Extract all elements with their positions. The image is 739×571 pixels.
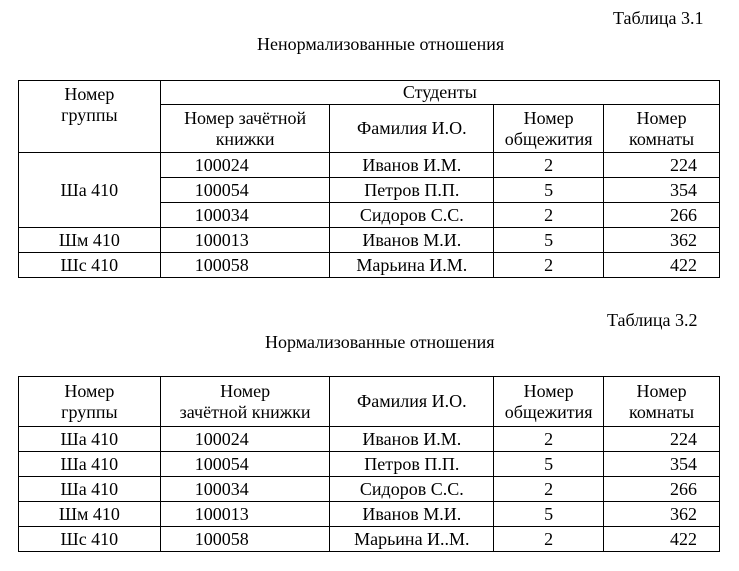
- table2-number: Таблица 3.2: [607, 310, 698, 330]
- t2-record-cell: 100013: [160, 502, 330, 527]
- t1-dorm-cell: 2: [494, 153, 604, 178]
- t2-group-cell: Ша 410: [19, 452, 161, 477]
- t1-h-dorm-2: общежития: [504, 128, 593, 149]
- table1-header-group: [19, 81, 161, 153]
- t2-name-cell: Петров П.П.: [330, 452, 494, 477]
- table2-header-dorm: [494, 377, 604, 427]
- table2-header-room: [604, 377, 720, 427]
- t1-name-cell: Иванов И.М.: [330, 153, 494, 178]
- t2-h-dorm-1: Номер: [523, 380, 574, 401]
- t2-group-cell: Шс 410: [19, 527, 161, 552]
- t1-room-cell: 266: [604, 203, 720, 228]
- t1-dorm-cell: 5: [494, 178, 604, 203]
- table-row: [19, 452, 720, 477]
- t1-h-room-2: комнаты: [629, 128, 695, 149]
- t2-group-cell: Ша 410: [19, 477, 161, 502]
- t2-dorm-cell: 2: [494, 477, 604, 502]
- t1-name-cell: Иванов М.И.: [330, 228, 494, 253]
- t2-h-room-1: Номер: [636, 380, 687, 401]
- t1-h-room-1: Номер: [636, 107, 687, 128]
- t1-name-cell: Марьина И.М.: [330, 253, 494, 278]
- t2-dorm-cell: 2: [494, 427, 604, 452]
- t2-dorm-cell: 2: [494, 527, 604, 552]
- t2-room-cell: 422: [604, 527, 720, 552]
- table2-header-record: [160, 377, 330, 427]
- t1-name-cell: Петров П.П.: [330, 178, 494, 203]
- t2-h-rec-1: Номер: [220, 380, 271, 401]
- t2-dorm-cell: 5: [494, 502, 604, 527]
- t2-record-cell: 100024: [160, 427, 330, 452]
- t1-group-cell: Шм 410: [19, 228, 161, 253]
- t1-record-cell: 100024: [160, 153, 330, 178]
- t2-name-cell: Иванов М.И.: [330, 502, 494, 527]
- t1-room-cell: 224: [604, 153, 720, 178]
- t2-room-cell: 362: [604, 502, 720, 527]
- t1-room-cell: 354: [604, 178, 720, 203]
- t1-room-cell: 362: [604, 228, 720, 253]
- t2-h-dorm-2: общежития: [504, 401, 593, 422]
- t1-name-cell: Сидоров С.С.: [330, 203, 494, 228]
- t2-h-group-2: группы: [61, 401, 118, 422]
- t2-dorm-cell: 5: [494, 452, 604, 477]
- t2-group-cell: Ша 410: [19, 427, 161, 452]
- t2-name-cell: Сидоров С.С.: [330, 477, 494, 502]
- t2-record-cell: 100034: [160, 477, 330, 502]
- table1-header-record: [160, 105, 330, 153]
- t2-room-cell: 224: [604, 427, 720, 452]
- t2-group-cell: Шм 410: [19, 502, 161, 527]
- t1-group-cell: Шс 410: [19, 253, 161, 278]
- t1-dorm-cell: 5: [494, 228, 604, 253]
- table-row: [19, 253, 720, 278]
- t1-dorm-cell: 2: [494, 203, 604, 228]
- t2-h-rec-2: зачётной книжки: [179, 401, 311, 422]
- table-row: [19, 502, 720, 527]
- t1-record-cell: 100013: [160, 228, 330, 253]
- t1-h-rec-2: книжки: [215, 128, 275, 149]
- table1-header-dorm: [494, 105, 604, 153]
- table2-header-name: Фамилия И.О.: [330, 377, 494, 427]
- t1-dorm-cell: 2: [494, 253, 604, 278]
- table-row: [19, 477, 720, 502]
- table-row: [19, 228, 720, 253]
- table1-title: Ненормализованные отношения: [257, 34, 505, 54]
- t1-room-cell: 422: [604, 253, 720, 278]
- t2-h-room-2: комнаты: [629, 401, 695, 422]
- t2-h-group-1: Номер: [64, 380, 115, 401]
- table1-header-students: Студенты: [160, 81, 719, 105]
- table1-header-room: [604, 105, 720, 153]
- t1-group-cell: Ша 410: [19, 153, 161, 228]
- table-row: [19, 427, 720, 452]
- table1-number: Таблица 3.1: [613, 8, 704, 28]
- t2-name-cell: Марьина И..М.: [330, 527, 494, 552]
- t2-record-cell: 100054: [160, 452, 330, 477]
- t1-record-cell: 100034: [160, 203, 330, 228]
- t1-record-cell: 100054: [160, 178, 330, 203]
- table1-header-name: Фамилия И.О.: [330, 105, 494, 153]
- t1-h-group-1: Номер: [64, 84, 115, 104]
- table2: [18, 376, 720, 552]
- t2-record-cell: 100058: [160, 527, 330, 552]
- t2-room-cell: 266: [604, 477, 720, 502]
- table-row: [19, 153, 720, 178]
- t1-h-rec-1: Номер зачётной: [184, 107, 307, 128]
- table2-title: Нормализованные отношения: [265, 332, 495, 352]
- t1-h-dorm-1: Номер: [523, 107, 574, 128]
- t2-name-cell: Иванов И.М.: [330, 427, 494, 452]
- t1-h-group-2: группы: [61, 105, 118, 125]
- t1-record-cell: 100058: [160, 253, 330, 278]
- table1: [18, 80, 720, 278]
- table-row: [19, 527, 720, 552]
- t2-room-cell: 354: [604, 452, 720, 477]
- table2-header-group: [19, 377, 161, 427]
